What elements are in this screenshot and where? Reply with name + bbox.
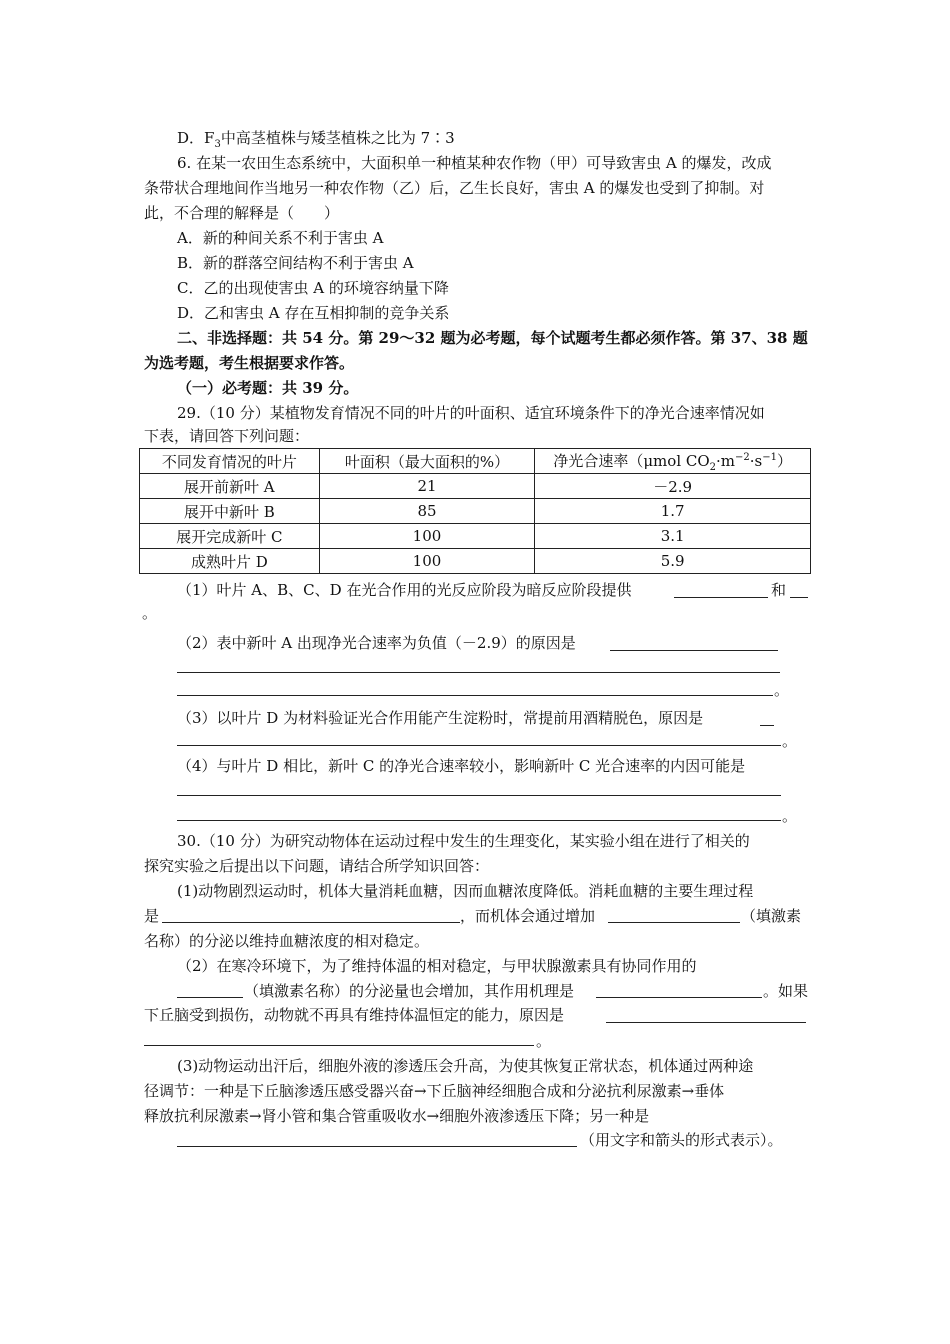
table-row [140, 549, 811, 574]
section2-heading-line1: 二、非选择题：共 54 分。第 29～32 题为必考题，每个试题考生都必须作答。第 37、38 题 [177, 329, 808, 347]
table-cell: 85 [319, 499, 535, 524]
q30-part1-line2b: ，而机体会通过增加 [460, 907, 596, 925]
q30-part2-line1: （2）在寒冷环境下，为了维持体温的相对稳定，与甲状腺激素具有协同作用的 [177, 957, 697, 975]
q29-part4: （4）与叶片 D 相比，新叶 C 的净光合速率较小，影响新叶 C 光合速率的内因可能是 [177, 757, 746, 775]
answer-blank[interactable] [608, 922, 740, 923]
q5-option-d: D．$F_3$中高茎植株与矮茎植株之比为 7∶3 [177, 129, 455, 150]
table-cell: 1.7 [535, 499, 811, 524]
table-header-cell: 不同发育情况的叶片 [140, 449, 320, 474]
q29-intro-line1: 29.（10 分）某植物发育情况不同的叶片的叶面积、适宜环境条件下的净光合速率情况如 [177, 404, 765, 422]
table-cell: －2.9 [535, 474, 811, 499]
answer-blank[interactable] [177, 997, 243, 998]
q30-part3-line3: 释放抗利尿激素→肾小管和集合管重吸收水→细胞外液渗透压下降；另一种是 [144, 1107, 650, 1125]
answer-line[interactable] [177, 695, 773, 696]
answer-blank[interactable] [674, 597, 768, 598]
table-header-row [140, 449, 811, 474]
q30-part1-line2c: （填激素 [741, 907, 802, 925]
table-cell: 21 [319, 474, 535, 499]
q6-stem-line2: 条带状合理地间作当地另一种农作物（乙）后，乙生长良好，害虫 A 的爆发也受到了抑制。对 [144, 179, 765, 197]
answer-line[interactable] [177, 745, 781, 746]
q29-part4-period: 。 [782, 807, 798, 825]
table-row [140, 474, 811, 499]
q29-part2: （2）表中新叶 A 出现净光合速率为负值（－2.9）的原因是 [177, 634, 576, 652]
answer-line[interactable] [177, 1146, 577, 1147]
q30-intro-line2: 探究实验之后提出以下问题，请结合所学知识回答： [144, 857, 490, 875]
table-cell: 100 [319, 524, 535, 549]
q30-part1-line3: 名称）的分泌以维持血糖浓度的相对稳定。 [144, 932, 430, 950]
q29-part1-and: 和 [771, 581, 787, 599]
q30-part3-line2: 径调节：一种是下丘脑渗透压感受器兴奋→下丘脑神经细胞合成和分泌抗利尿激素→垂体 [144, 1082, 725, 1100]
answer-blank[interactable] [790, 597, 808, 598]
table-cell: 100 [319, 549, 535, 574]
answer-line[interactable] [177, 795, 781, 796]
table-cell: 展开完成新叶 C [140, 524, 320, 549]
q30-part1-line1: (1)动物剧烈运动时，机体大量消耗血糖，因而血糖浓度降低。消耗血糖的主要生理过程 [177, 882, 754, 900]
q30-part3-line4: （用文字和箭头的形式表示）。 [580, 1131, 783, 1149]
q6-stem-line1: 6. 在某一农田生态系统中，大面积单一种植某种农作物（甲）可导致害虫 A 的爆发，改成 [177, 154, 772, 172]
q30-part2-line2b: 。如果 [763, 982, 809, 1000]
q6-stem-line3: 此，不合理的解释是（ ） [144, 204, 340, 222]
table-row [140, 499, 811, 524]
q29-part3: （3）以叶片 D 为材料验证光合作用能产生淀粉时，常提前用酒精脱色，原因是 [177, 709, 704, 727]
table-row [140, 524, 811, 549]
q29-intro-line2: 下表，请回答下列问题： [144, 427, 310, 445]
q29-data-table [139, 448, 811, 574]
table-header-cell: 净光合速率（μmol $CO_2\cdot m^{-2}\cdot s^{-1}$） [535, 449, 811, 474]
q30-part3-line1: (3)动物运动出汗后，细胞外液的渗透压会升高，为使其恢复正常状态，机体通过两种途 [177, 1057, 754, 1075]
q6-option-c: C．乙的出现使害虫 A 的环境容纳量下降 [177, 279, 449, 297]
q29-part1-period: 。 [142, 604, 158, 622]
answer-line[interactable] [177, 820, 781, 821]
q6-option-a: A．新的种间关系不利于害虫 A [177, 229, 384, 247]
q29-part2-period: 。 [774, 681, 790, 699]
q29-part1: （1）叶片 A、B、C、D 在光合作用的光反应阶段为暗反应阶段提供 [177, 581, 632, 599]
section2-heading-line2: 为选考题，考生根据要求作答。 [144, 354, 355, 372]
table-cell: 3.1 [535, 524, 811, 549]
answer-blank[interactable] [162, 922, 460, 923]
answer-blank[interactable] [610, 650, 778, 651]
q30-intro-line1: 30.（10 分）为研究动物体在运动过程中发生的生理变化，某实验小组在进行了相关的 [177, 832, 750, 850]
table-cell: 展开前新叶 A [140, 474, 320, 499]
q30-part2-line2a: （填激素名称）的分泌量也会增加，其作用机理是 [244, 982, 575, 1000]
answer-blank[interactable] [760, 725, 774, 726]
answer-line[interactable] [177, 672, 780, 673]
q30-part2-period: 。 [536, 1032, 552, 1050]
answer-line[interactable] [144, 1045, 534, 1046]
answer-blank[interactable] [596, 997, 762, 998]
table-cell: 5.9 [535, 549, 811, 574]
answer-blank[interactable] [606, 1022, 806, 1023]
table-cell: 成熟叶片 D [140, 549, 320, 574]
table-header-cell: 叶面积（最大面积的%） [319, 449, 535, 474]
table-cell: 展开中新叶 B [140, 499, 320, 524]
q30-part1-line2a: 是 [144, 907, 160, 925]
q29-part3-period: 。 [782, 732, 798, 750]
section2-subheading: （一）必考题：共 39 分。 [177, 379, 359, 397]
q30-part2-line3: 下丘脑受到损伤，动物就不再具有维持体温恒定的能力，原因是 [144, 1006, 565, 1024]
q6-option-b: B．新的群落空间结构不利于害虫 A [177, 254, 414, 272]
q6-option-d: D．乙和害虫 A 存在互相抑制的竞争关系 [177, 304, 450, 322]
